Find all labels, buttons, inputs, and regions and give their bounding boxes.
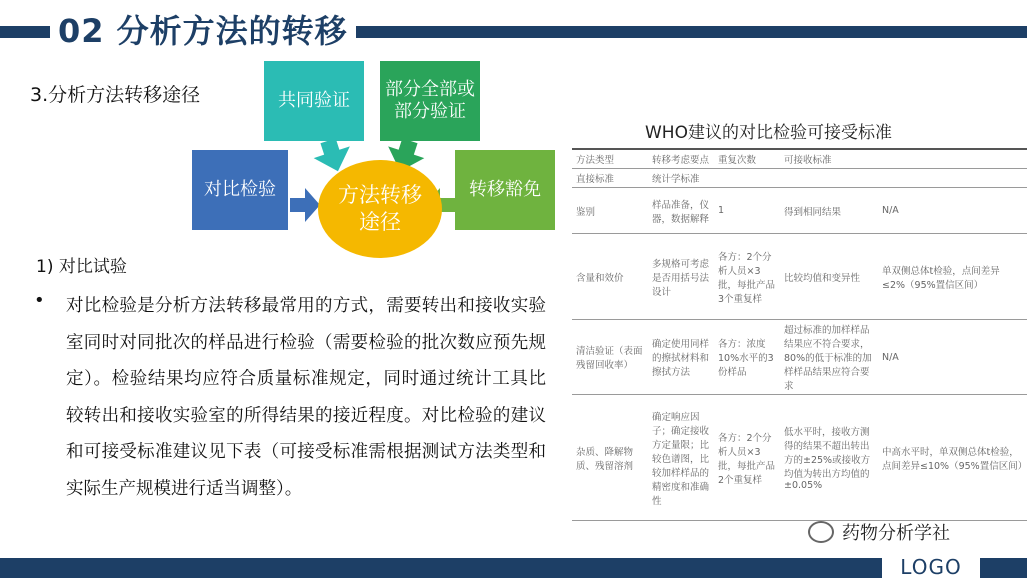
cell: 杂质、降解物质、残留溶剂 [572,395,648,521]
cell: N/A [878,188,1027,234]
cell: 1 [714,188,780,234]
bullet-marker: • [34,290,45,311]
cell [878,169,1027,188]
cell: 直接标准 [572,169,648,188]
center-circle: 方法转移途径 [318,160,442,258]
header-method: 方法类型 [572,149,648,169]
cell: 中高水平时，单双侧总体t检验，点间差异≤10%（95%置信区间） [878,395,1027,521]
cell: 各方：浓度10%水平的3份样品 [714,320,780,395]
partial-validation-box: 部分全部或部分验证 [380,61,480,141]
cell [714,169,780,188]
cell: 确定使用同样的擦拭材料和擦拭方法 [648,320,714,395]
cell: 多规格可考虑是否用括号法设计 [648,234,714,320]
cell: 各方：2个分析人员×3批，每批产品2个重复样 [714,395,780,521]
cell: 得到相同结果 [780,188,878,234]
table-row [572,169,1027,188]
watermark-text: 药物分析学社 [842,523,950,544]
arrow-from-verify [290,188,320,222]
subtitle: 3.分析方法转移途径 [30,84,201,106]
cell: 比较均值和变异性 [780,234,878,320]
cell [780,169,878,188]
watermark [808,519,950,545]
header-points: 转移考虑要点 [648,149,714,169]
header-criteria: 可接收标准 [780,149,878,169]
header-repeats: 重复次数 [714,149,780,169]
cell: 确定响应因子；确定接收方定量限；比较色谱图，比较加样样品的精密度和准确性 [648,395,714,521]
logo [882,556,980,578]
joint-validation-box: 共同验证 [264,61,364,141]
wechat-icon [808,521,834,543]
table-header-row [572,149,1027,169]
cell: 单双侧总体t检验，点间差异≤2%（95%置信区间） [878,234,1027,320]
page-title: 02 分析方法的转移 [58,12,348,50]
verify-box: 对比检验 [192,150,288,230]
cell: 鉴别 [572,188,648,234]
table-row [572,395,1027,521]
table-row [572,188,1027,234]
cell: 含量和效价 [572,234,648,320]
bottom-bar [0,558,1027,578]
logo-text: LOGO [900,555,962,579]
acceptance-table [572,148,1027,521]
cell: 超过标准的加样样品结果应不符合要求，80%的低于标准的加样样品结果应符合要求 [780,320,878,395]
cell: 统计学标准 [648,169,714,188]
cell: 各方：2个分析人员×3批，每批产品3个重复样 [714,234,780,320]
cell: 样品准备，仪器，数据解释 [648,188,714,234]
table-row [572,320,1027,395]
cell: 低水平时，接收方测得的结果不超出转出方的±25%或接收方均值为转出方均值的±0.05% [780,395,878,521]
header-extra [878,149,1027,169]
section-heading: 1) 对比试验 [36,257,127,277]
table-row [572,234,1027,320]
cell: N/A [878,320,1027,395]
cell: 清洁验证（表面残留回收率） [572,320,648,395]
body-paragraph: 对比检验是分析方法转移最常用的方式，需要转出和接收实验室同时对同批次的样品进行检验（需要检验的批次数应预先规定）。检验结果均应符合质量标准规定，同时通过统计工具比较转出和接收实验室的所得结果的接近程度。对比检验的建议和可接受标准建议见下表（可接受标准需根据测试方法类型和实际生产规模进行适当调整）。 [66,296,546,499]
waiver-box: 转移豁免 [455,150,555,230]
table-title: WHO建议的对比检验可接受标准 [645,123,892,143]
